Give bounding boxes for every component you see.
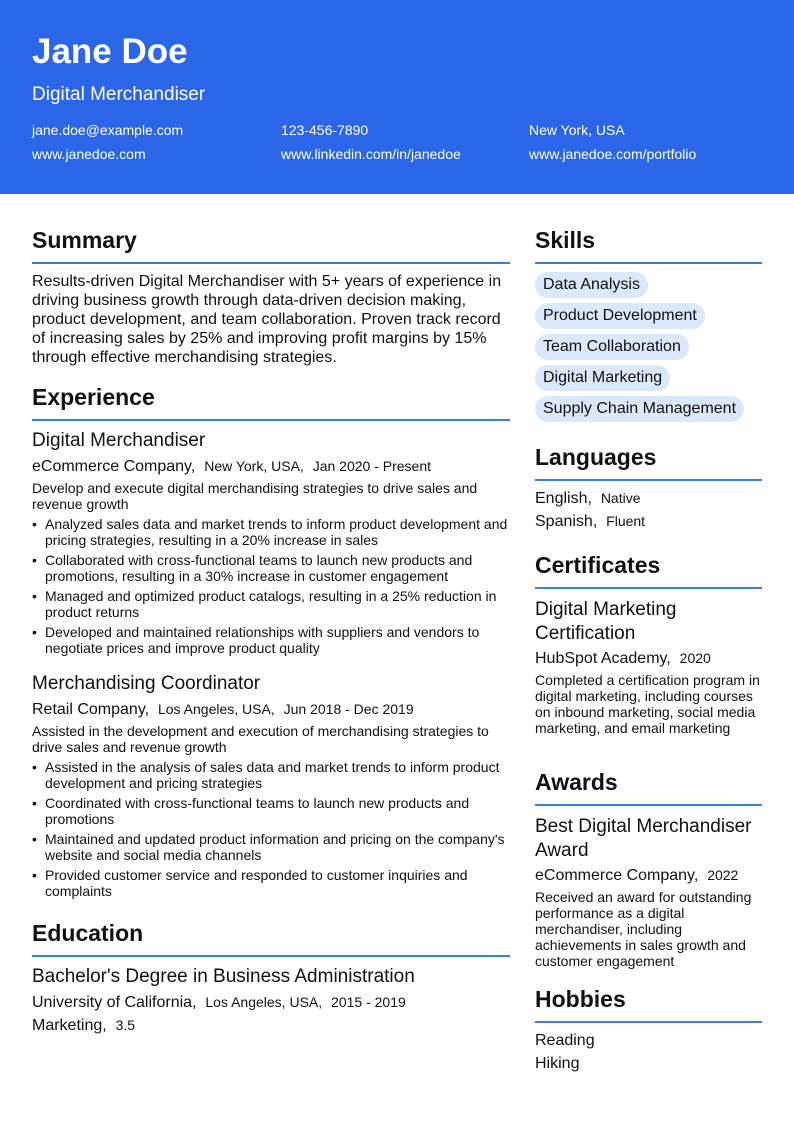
language-name: English, <box>535 490 592 507</box>
job-bullet: • Assisted in the analysis of sales data and market trends to inform product development and pricing strategies <box>32 759 510 791</box>
award-year: 2022 <box>707 867 739 883</box>
summary-divider <box>32 262 510 264</box>
hobbies-divider <box>535 1021 762 1023</box>
education-field <box>32 1016 135 1035</box>
skill-tag: Supply Chain Management <box>535 396 744 422</box>
job-bullet: • Analyzed sales data and market trends to inform product development and pricing strategies, resulting in a 20% increase in sales <box>32 516 510 548</box>
job-dates: Jan 2020 - Present <box>312 458 431 474</box>
skill-tag: Product Development <box>535 303 705 329</box>
job-bullet: • Managed and optimized product catalogs, resulting in a 25% reduction in product returns <box>32 588 510 620</box>
education-meta <box>32 993 406 1012</box>
skills-heading: Skills <box>535 227 596 253</box>
linkedin-link[interactable]: www.linkedin.com/in/janedoe <box>281 146 461 162</box>
language-item <box>535 489 641 508</box>
certificates-heading: Certificates <box>535 552 661 578</box>
certificate-name: Digital Marketing Certification <box>535 599 677 644</box>
job-dates: Jun 2018 - Dec 2019 <box>283 701 414 717</box>
job-company: eCommerce Company, <box>32 458 196 475</box>
job-location: New York, USA, <box>204 458 304 474</box>
award-description: Received an award for outstanding performance as a digital merchandiser, including achievements in sales growth and customer engagement <box>535 889 752 969</box>
location-text: New York, USA <box>529 122 625 138</box>
hobbies-heading: Hobbies <box>535 986 626 1012</box>
phone-number: 123-456-7890 <box>281 122 369 138</box>
gpa-value: 3.5 <box>115 1017 136 1033</box>
header-banner <box>0 0 794 194</box>
summary-text: Results-driven Digital Merchandiser with 5+ years of experience in driving business growth through data-driven decision making, product development, and team collaboration. Proven track record of increasing sales by 25% and improving profit margins by 15% through effective merchandising strategies. <box>32 273 502 366</box>
languages-divider <box>535 479 762 481</box>
field-of-study: Marketing, <box>32 1017 107 1034</box>
portfolio-link[interactable]: www.janedoe.com/portfolio <box>529 146 697 162</box>
website-link[interactable]: www.janedoe.com <box>32 146 146 162</box>
skill-tag: Team Collaboration <box>535 334 689 360</box>
awards-divider <box>535 804 762 806</box>
job-bullet: • Provided customer service and responded to customer inquiries and complaints <box>32 867 510 899</box>
education-divider <box>32 955 510 957</box>
hobby-item: Hiking <box>535 1055 580 1072</box>
job-title: Merchandising Coordinator <box>32 673 261 694</box>
education-dates: 2015 - 2019 <box>331 994 406 1010</box>
skill-tag: Digital Marketing <box>535 365 670 391</box>
certificate-description: Completed a certification program in digital marketing, including courses on inbound marketing, social media marketing, and email marketing <box>535 672 760 736</box>
job-description: Assisted in the development and execution of merchandising strategies to drive sales and revenue growth <box>32 723 489 755</box>
job-title: Digital Merchandiser <box>32 430 206 451</box>
award-issuer: eCommerce Company, <box>535 867 699 884</box>
job-bullet: • Developed and maintained relationships with suppliers and vendors to negotiate prices and improve product quality <box>32 624 510 656</box>
languages-heading: Languages <box>535 444 657 470</box>
job-description: Develop and execute digital merchandising strategies to drive sales and revenue growth <box>32 480 478 512</box>
candidate-role: Digital Merchandiser <box>32 84 206 105</box>
language-level: Fluent <box>606 513 646 529</box>
job-company: Retail Company, <box>32 701 150 718</box>
certificate-issuer: HubSpot Academy, <box>535 650 671 667</box>
experience-divider <box>32 419 510 421</box>
language-name: Spanish, <box>535 513 598 530</box>
job-location: Los Angeles, USA, <box>157 701 275 717</box>
certificate-meta <box>535 649 711 668</box>
candidate-name: Jane Doe <box>32 32 188 71</box>
language-level: Native <box>600 490 641 506</box>
skill-tag: Data Analysis <box>535 272 648 298</box>
email-link[interactable]: jane.doe@example.com <box>32 122 184 138</box>
language-item <box>535 512 645 531</box>
job-bullets <box>32 759 510 903</box>
education-heading: Education <box>32 920 144 946</box>
job-meta <box>32 700 414 719</box>
summary-heading: Summary <box>32 227 137 253</box>
skills-divider <box>535 262 762 264</box>
awards-heading: Awards <box>535 769 618 795</box>
hobby-item: Reading <box>535 1032 595 1049</box>
degree-title: Bachelor's Degree in Business Administration <box>32 966 415 987</box>
job-bullet: • Maintained and updated product information and pricing on the company's website and social media channels <box>32 831 510 863</box>
school-name: University of California, <box>32 994 197 1011</box>
award-name: Best Digital Merchandiser Award <box>535 816 752 861</box>
experience-heading: Experience <box>32 384 155 410</box>
certificate-year: 2020 <box>679 650 711 666</box>
job-meta <box>32 457 431 476</box>
certificates-divider <box>535 587 762 589</box>
award-meta <box>535 866 738 885</box>
job-bullet: • Collaborated with cross-functional teams to launch new products and promotions, resulting in a 30% increase in customer engagement <box>32 552 510 584</box>
job-bullet: • Coordinated with cross-functional teams to launch new products and promotions <box>32 795 510 827</box>
job-bullets <box>32 516 510 660</box>
school-location: Los Angeles, USA, <box>205 994 323 1010</box>
